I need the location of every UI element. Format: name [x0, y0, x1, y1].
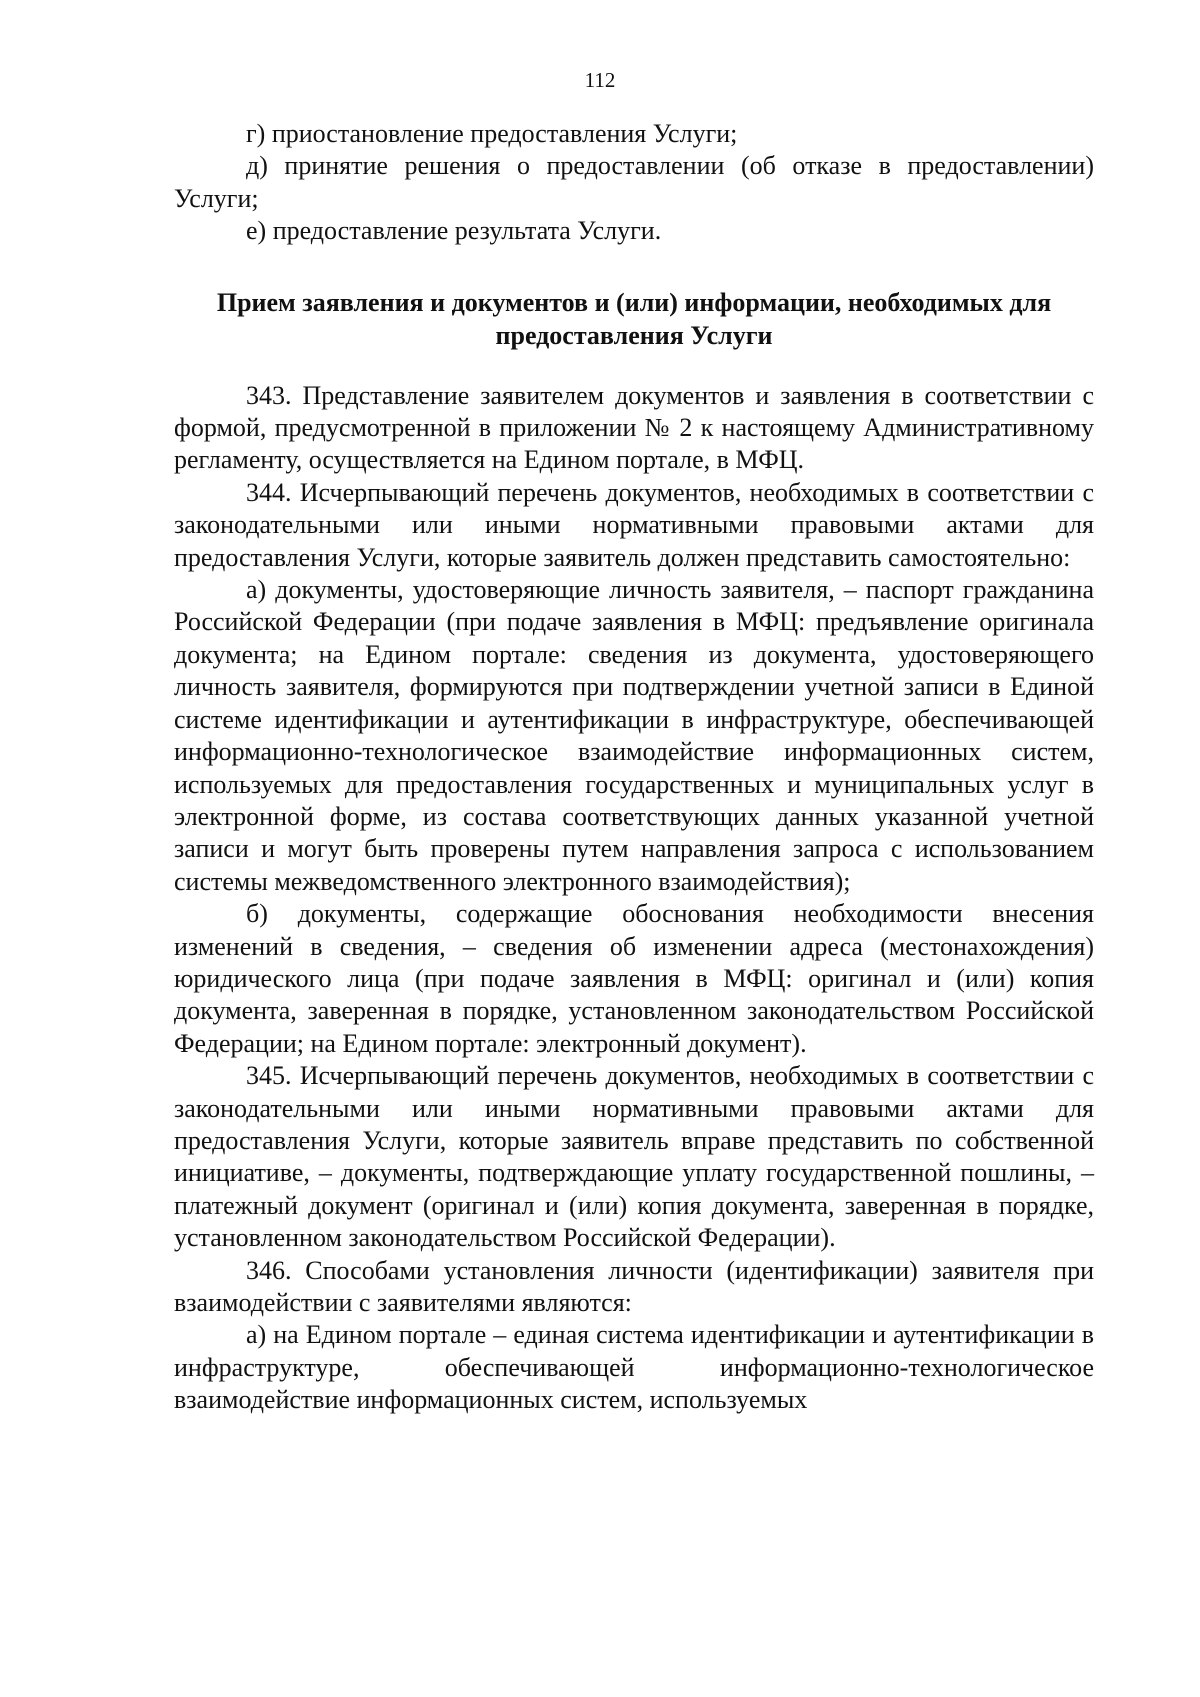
list-item-d: д) принятие решения о предоставлении (об отказе в предоставлении) Услуги;: [174, 151, 1094, 213]
paragraph-346: 346. Способами установления личности (идентификации) заявителя при взаимодействии с заявителями являются:: [174, 1255, 1094, 1317]
paragraph-344-a: а) документы, удостоверяющие личность заявителя, – паспорт гражданина Российской Федерации (при подаче заявления в МФЦ: предъявление оригинала документа; на Едином портале: сведения из документа, удостоверяющего личность заявителя, формируются при подтверждении учетной записи в Единой системе идентификации и аутентификации в инфраструктуре, обеспечивающей информационно-технологическое взаимодействие информационных систем, используемых для предоставления государственных и муниципальных услуг в электронной форме, из состава соответствующих данных указанной учетной записи и могут быть проверены путем направления запроса с использованием системы межведомственного электронного взаимодействия);: [174, 575, 1094, 896]
paragraph-344: 344. Исчерпывающий перечень документов, необходимых в соответствии с законодательными или иными нормативными правовыми актами для предоставления Услуги, которые заявитель должен представить самостоятельно:: [174, 477, 1094, 572]
paragraph-343: 343. Представление заявителем документов и заявления в соответствии с формой, предусмотренной в приложении № 2 к настоящему Административному регламенту, осуществляется на Едином портале, в МФЦ.: [174, 380, 1094, 475]
paragraph-345: 345. Исчерпывающий перечень документов, необходимых в соответствии с законодательными или иными нормативными правовыми актами для предоставления Услуги, которые заявитель вправе представить по собственной инициативе, – документы, подтверждающие уплату государственной пошлины, – платежный документ (оригинал и (или) копия документа, заверенная в порядке, установленном законодательством Российской Федерации).: [174, 1061, 1094, 1253]
list-item-g: г) приостановление предоставления Услуги;: [246, 119, 738, 148]
document-body: [174, 118, 1094, 1417]
page-number: 112: [584, 68, 616, 92]
paragraph-344-b: б) документы, содержащие обоснования необходимости внесения изменений в сведения, – сведения об изменении адреса (местонахождения) юридического лица (при подаче заявления в МФЦ: оригинал и (или) копия документа, заверенная в порядке, установленном законодательством Российской Федерации; на Едином портале: электронный документ).: [174, 899, 1094, 1058]
section-heading: Прием заявления и документов и (или) информации, необходимых для предоставления Услуги: [216, 287, 1052, 350]
list-item-e: е) предоставление результата Услуги.: [246, 216, 662, 246]
paragraph-346-a: а) на Едином портале – единая система идентификации и аутентификации в инфраструктуре, обеспечивающей информационно-технологическое взаимодействие информационных систем, используемых: [174, 1320, 1094, 1415]
